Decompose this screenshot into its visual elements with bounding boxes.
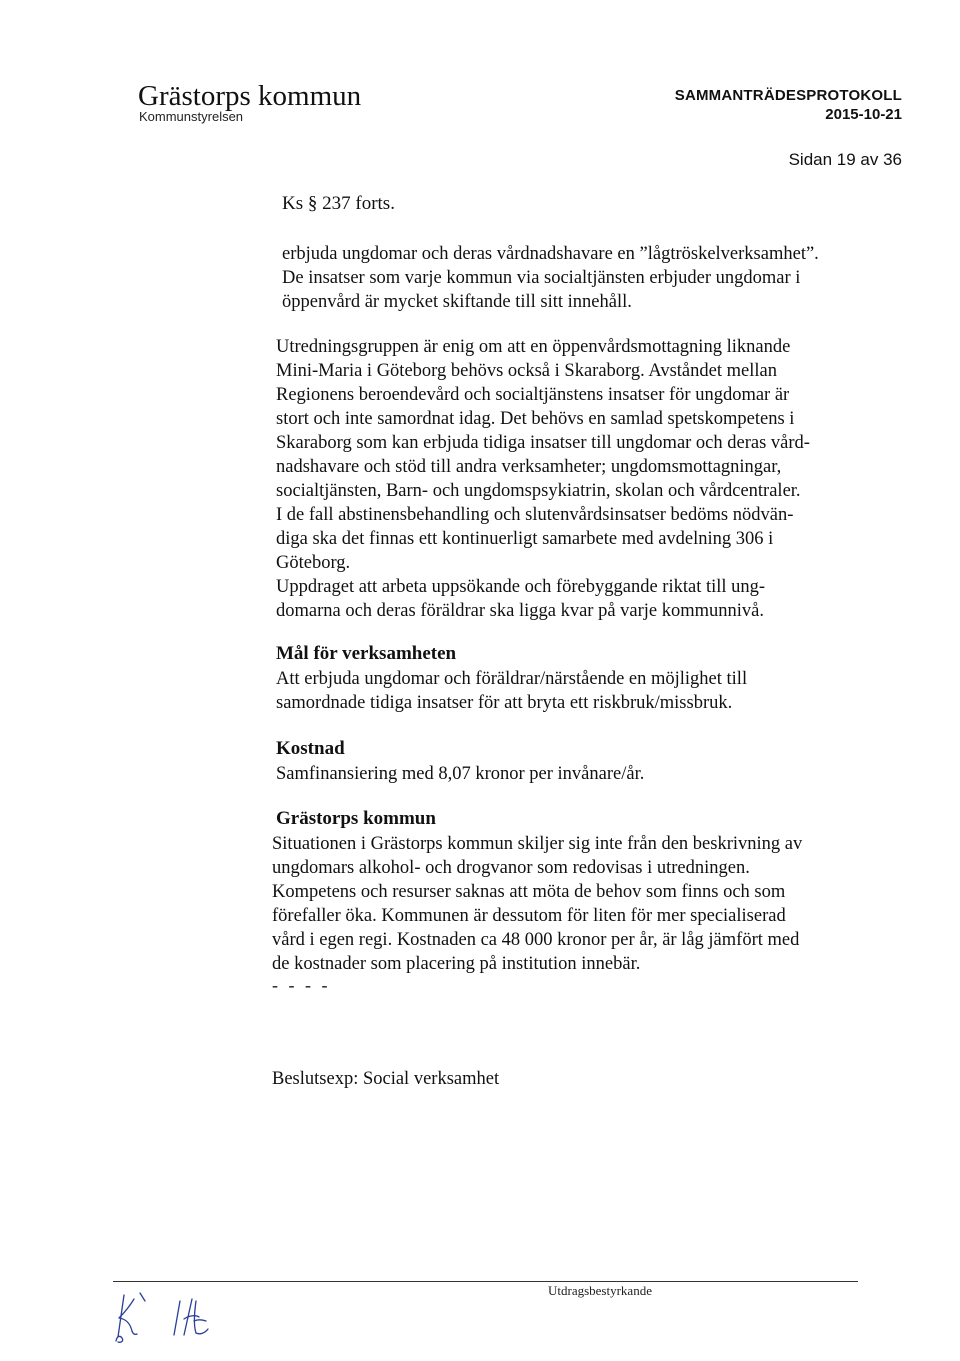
text-line: De insatser som varje kommun via socialtjänsten erbjuder ungdomar i	[282, 268, 801, 288]
text-line: vård i egen regi. Kostnaden ca 48 000 kronor per år, är låg jämfört med	[272, 930, 800, 950]
municipality-paragraph	[272, 832, 892, 976]
text-line: stort och inte samordnat idag. Det behövs en samlad spetskompetens i	[276, 409, 795, 429]
text-line: diga ska det finnas ett kontinuerligt samarbete med avdelning 306 i	[276, 529, 774, 549]
text-line: de kostnader som placering på institution innebär.	[272, 954, 641, 974]
text-line: samordnade tidiga insatser för att bryta ett riskbruk/missbruk.	[276, 693, 733, 713]
text-line: öppenvård är mycket skiftande till sitt innehåll.	[282, 292, 632, 312]
text-line: Uppdraget att arbeta uppsökande och förebyggande riktat till ung-	[276, 577, 766, 597]
cost-paragraph	[276, 762, 886, 786]
footer-rule	[113, 1281, 858, 1282]
decision-copy-recipient: Beslutsexp: Social verksamhet	[272, 1069, 500, 1089]
text-line: nadshavare och stöd till andra verksamheter; ungdomsmottagningar,	[276, 457, 782, 477]
text-line: Situationen i Grästorps kommun skiljer sig inte från den beskrivning av	[272, 834, 803, 854]
goal-heading: Mål för verksamheten	[276, 643, 457, 664]
page-number: Sidan 19 av 36	[788, 150, 902, 169]
text-line: Samfinansiering med 8,07 kronor per invånare/år.	[276, 764, 645, 784]
paragraph-2	[276, 335, 886, 623]
document-type: SAMMANTRÄDESPROTOKOLL	[674, 87, 902, 104]
text-line: Att erbjuda ungdomar och föräldrar/närstående en möjlighet till	[276, 669, 748, 689]
text-line: Kompetens och resurser saknas att möta de behov som finns och som	[272, 882, 786, 902]
text-line: erbjuda ungdomar och deras vårdnadshavare en ”lågtröskelverksamhet”.	[282, 244, 819, 264]
cost-heading: Kostnad	[276, 738, 345, 759]
text-line: ungdomars alkohol- och drogvanor som redovisas i utredningen.	[272, 858, 750, 878]
paragraph-1	[282, 242, 882, 314]
text-line: Utredningsgruppen är enig om att en öppenvårdsmottagning liknande	[276, 337, 791, 357]
separator-dashes: - - - -	[272, 975, 331, 995]
text-line: I de fall abstinensbehandling och slutenvårdsinsatser bedöms nödvän-	[276, 505, 794, 525]
text-line: Regionens beroendevård och socialtjänstens insatser för ungdomar är	[276, 385, 790, 405]
text-line: Skaraborg som kan erbjuda tidiga insatser till ungdomar och deras vård-	[276, 433, 810, 453]
document-date: 2015-10-21	[825, 106, 902, 123]
section-reference: Ks § 237 forts.	[282, 193, 395, 214]
handwritten-initials-signature	[110, 1285, 240, 1345]
text-line: förefaller öka. Kommunen är dessutom för liten för mer specialiserad	[272, 906, 786, 926]
certification-label: Utdragsbestyrkande	[548, 1283, 652, 1298]
municipality-heading: Grästorps kommun	[276, 808, 436, 829]
text-line: socialtjänsten, Barn- och ungdomspsykiatrin, skolan och vårdcentraler.	[276, 481, 801, 501]
text-line: Göteborg.	[276, 553, 351, 573]
organization-name: Grästorps kommun	[138, 80, 362, 112]
organization-unit: Kommunstyrelsen	[139, 109, 244, 124]
goal-paragraph	[276, 667, 886, 715]
text-line: domarna och deras föräldrar ska ligga kvar på varje kommunnivå.	[276, 601, 765, 621]
text-line: Mini-Maria i Göteborg behövs också i Skaraborg. Avståndet mellan	[276, 361, 777, 381]
